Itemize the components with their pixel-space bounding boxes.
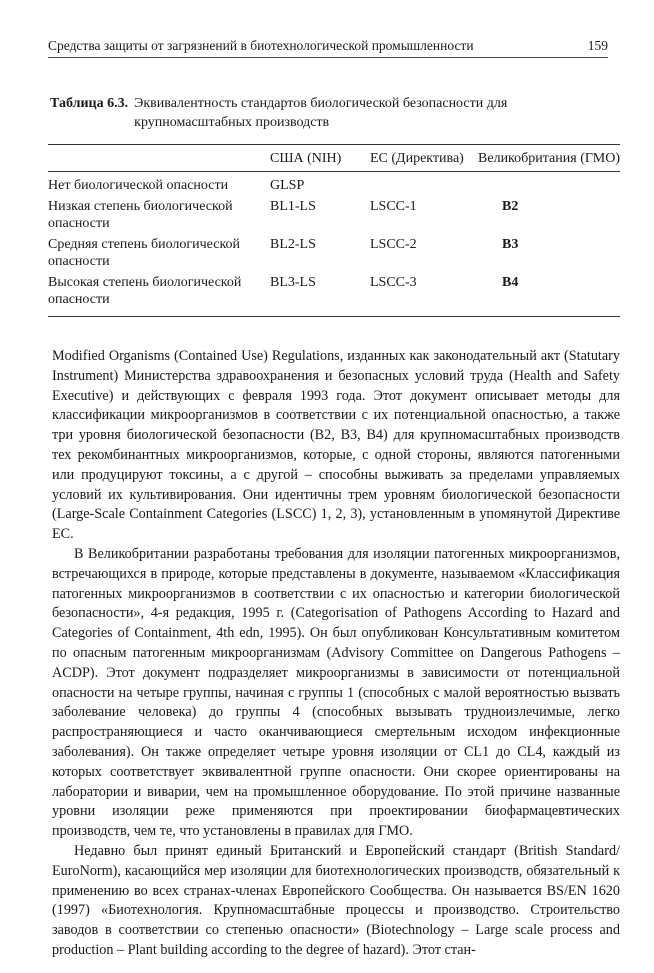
table-label: Таблица 6.3. <box>50 96 129 111</box>
table-cell: LSCC-2 <box>370 237 417 252</box>
table-row <box>48 198 620 236</box>
body-text <box>52 347 620 961</box>
table-cell: LSCC-3 <box>370 275 417 290</box>
table-bottom-rule <box>48 316 620 317</box>
running-header <box>48 38 608 58</box>
table-cell: BL1-LS <box>270 199 316 214</box>
table-cell <box>478 177 620 198</box>
table-cell: B4 <box>502 275 519 290</box>
table-cell: BL2-LS <box>270 237 316 252</box>
header-cell-usa: США (NIH) <box>270 151 342 166</box>
paragraph: В Великобритании разработаны требования для изоляции патогенных микроорганизмов, встречающихся в природе, которые представлены в документе, называемом «Классификация патогенных микроорганизмов в соответствии с их опасностью и категории биологической безопасности», 4-я редакция, 1995 г. (Categorisation of Pathogens According to Hazard and Categories of Containment, 4th edn, 1995). Он был опубликован Консультативным комитетом по опасным патогенным микроорганизмам (Advisory Committee on Dangerous Pathogens – ACDP). Этот документ подразделяет микроорганизмы в зависимости от потенциальной опасности на четыре группы, начиная с группы 1 (способных с малой вероятностью вызвать заболевание человека) до группы 4 (способных вызывать трудноизлечимые, легко распространяющиеся и часто оканчивающиеся смертельным исходом инфекционные заболевания). Он также определяет четыре уровня изоляции от CL1 до CL4, каждый из которых соответствует эквивалентной группе опасности. Они скорее ориентированы на лаборатории и виварии, чем на промышленное оборудование. По этой причине названные уровни изоляции реже применяются при проектировании биофармацевтических производств, чем те, что установлены в правилах для ГМО. <box>52 545 620 840</box>
table-cell: LSCC-1 <box>370 199 417 214</box>
table-cell: Средняя степень биологической опасности <box>48 237 241 269</box>
table-cell: GLSP <box>270 178 305 193</box>
table-caption <box>50 94 610 132</box>
table-cell: BL3-LS <box>270 275 316 290</box>
header-cell-uk: Великобритания (ГМО) <box>478 151 620 166</box>
table-row <box>48 177 620 198</box>
table-cell: Высокая степень биологической опасности <box>48 275 242 307</box>
page-number: 159 <box>587 38 608 53</box>
table-cell: Низкая степень биологической опасности <box>48 199 233 231</box>
table-row <box>48 274 620 312</box>
table-cell: B2 <box>502 199 519 214</box>
header-cell-eu: ЕС (Директива) <box>370 151 464 166</box>
paragraph: Недавно был принят единый Британский и Европейский стандарт (British Standard/ EuroNorm), касающийся мер изоляции для биотехнологических производств, обязательный к применению во всех странах-членах Европейского Сообщества. Он называется BS/EN 1620 (1997) «Биотехнология. Крупномасштабные процессы и производство. Строительство заводов в соответствии со степенью опасности» (Biotechnology – Large scale process and production – Plant building according to the degree of hazard). Этот стан- <box>52 842 620 958</box>
table-header-row <box>48 147 620 172</box>
table-cell <box>370 177 478 198</box>
table-row <box>48 236 620 274</box>
paragraph: Modified Organisms (Contained Use) Regulations, изданных как законодательный акт (Statutary Instrument) Министерства здравоохранения и безопасных условий труда (Health and Safety Executive) и действующих с февраля 1993 года. Этот документ описывает методы для классификации микроорганизмов в соответствии с их потенциальной опасностью, а также три уровня биологической безопасности (B2, B3, B4) для крупномасштабных производств тех рекомбинантных микроорганизмов, которые, с одной стороны, являются патогенными или продуцируют токсины, а с другой – способны выживать за пределами управляемых условий их культивирования. Они идентичны трем уровням биологической безопасности (Large-Scale Containment Categories (LSCC) 1, 2, 3), установленным в упомянутой Директиве ЕС. <box>52 348 620 543</box>
table-cell: Нет биологической опасности <box>48 178 229 193</box>
running-title: Средства защиты от загрязнений в биотехнологической промышленности <box>48 38 474 53</box>
table-cell: B3 <box>502 237 519 252</box>
standards-table <box>48 144 620 317</box>
table-caption-text: Эквивалентность стандартов биологической безопасности для крупномасштабных производств <box>134 96 508 130</box>
table-top-rule <box>48 144 620 145</box>
